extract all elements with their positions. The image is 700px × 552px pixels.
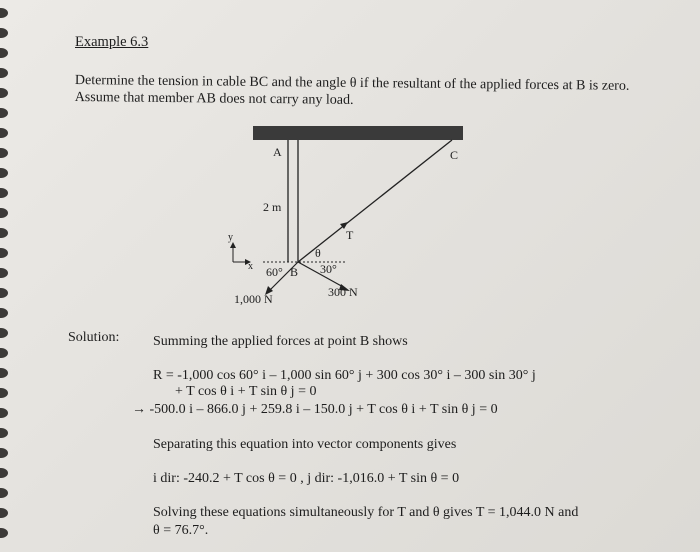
equation-line-3: → -500.0 i – 866.0 j + 259.8 i – 150.0 j + T cos θ i + T sin θ j = 0 (132, 402, 498, 417)
solution-label: Solution: (68, 330, 120, 345)
label-a: A (273, 145, 282, 159)
component-equations: i dir: -240.2 + T cos θ = 0 , j dir: -1,016.0 + T sin θ = 0 (153, 471, 460, 486)
problem-line-1: Determine the tension in cable BC and the angle θ if the resultant of the applied forces at B is zero. (74, 72, 630, 94)
label-c: C (450, 148, 459, 162)
label-force-1000: 1,000 N (234, 292, 273, 306)
equation-line-2: + T cos θ i + T sin θ j = 0 (175, 384, 317, 399)
separating-text: Separating this equation into vector components gives (153, 437, 457, 452)
label-force-300: 300 N (328, 285, 358, 299)
label-y-axis: y (228, 232, 233, 243)
label-t: T (346, 228, 354, 242)
ceiling-support (253, 126, 463, 140)
problem-line-2: Assume that member AB does not carry any load. (74, 89, 354, 108)
cable-bc (298, 140, 452, 262)
label-angle-30: 30° (320, 262, 337, 276)
conclusion-line-2: θ = 76.7°. (153, 523, 209, 538)
example-title: Example 6.3 (75, 34, 149, 50)
label-b: B (290, 265, 299, 279)
label-length: 2 m (263, 200, 282, 214)
solution-intro: Summing the applied forces at point B shows (153, 334, 408, 349)
label-x-axis: x (248, 261, 253, 272)
equation-line-1: R = -1,000 cos 60° i – 1,000 sin 60° j + 300 cos 30° i – 300 sin 30° j (153, 368, 536, 383)
label-angle-60: 60° (266, 265, 283, 279)
label-theta: θ (315, 246, 321, 260)
conclusion-line-1: Solving these equations simultaneously for T and θ gives T = 1,044.0 N and (153, 505, 579, 520)
